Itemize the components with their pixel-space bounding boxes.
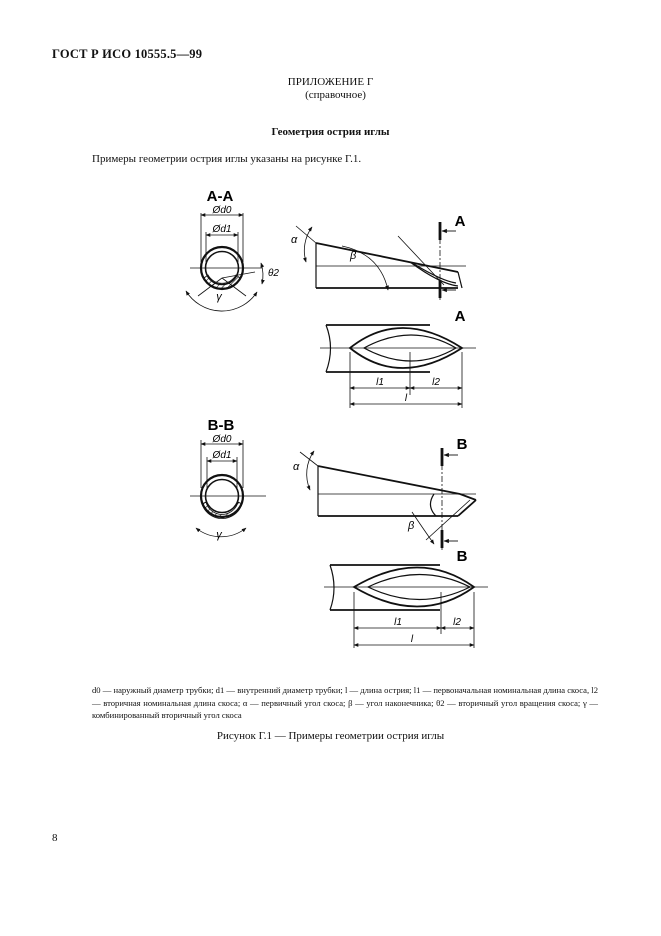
section-aa-d1-label: Ød1 [212, 224, 232, 235]
section-aa-theta2-label: θ2 [268, 268, 279, 279]
figure-legend: d0 — наружный диаметр трубки; d1 — внутренний диаметр трубки; l — длина острия; l1 — первоначальная номинальная длина скоса, l2 — вторичная номинальная длина скоса; α — первичный угол скоса; β — угол наконечника; θ2 — вторичный угол вращения скоса; γ — комбинированный вторичный угол скоса [92, 685, 598, 720]
side-b-marker-top: В [456, 436, 468, 453]
section-aa-title: А-А [206, 188, 234, 205]
section-aa [186, 188, 279, 311]
top-a-l2-label: l2 [432, 377, 440, 388]
section-bb-d0-label: Ød0 [212, 434, 232, 445]
document-code: ГОСТ Р ИСО 10555.5—99 [52, 47, 203, 61]
section-bb-gamma-label: γ [216, 529, 222, 541]
side-b-alpha-label: α [293, 461, 300, 473]
section-bb-d1-label: Ød1 [212, 450, 232, 461]
annex-subtitle: (справочное) [305, 89, 366, 101]
section-aa-d0-label: Ød0 [212, 205, 232, 216]
side-view-a [291, 213, 466, 325]
top-a-l1-label: l1 [376, 377, 384, 388]
section-aa-gamma-label: γ [216, 291, 222, 303]
section-intro: Примеры геометрии острия иглы указаны на рисунке Г.1. [92, 153, 362, 165]
side-a-marker-bottom: А [454, 308, 466, 325]
side-b-marker-bottom: В [456, 548, 468, 565]
side-a-marker-top: А [454, 213, 466, 230]
side-a-alpha-label: α [291, 234, 298, 246]
annex-title: ПРИЛОЖЕНИЕ Г [287, 76, 374, 88]
top-b-l1-label: l1 [394, 617, 402, 628]
top-a-l-label: l [404, 393, 408, 404]
side-view-b [293, 436, 476, 565]
side-b-beta-label: β [408, 520, 415, 532]
top-b-l-label: l [410, 634, 414, 645]
side-a-beta-label: β [350, 250, 357, 262]
top-view-b [324, 565, 488, 648]
top-view-a [320, 325, 476, 408]
section-bb-title: В-В [207, 417, 235, 434]
section-title: Геометрия острия иглы [271, 126, 390, 138]
top-b-l2-label: l2 [453, 617, 461, 628]
figure-caption: Рисунок Г.1 — Примеры геометрии острия иглы [216, 730, 445, 742]
section-bb [190, 417, 266, 541]
page-number: 8 [52, 832, 58, 844]
